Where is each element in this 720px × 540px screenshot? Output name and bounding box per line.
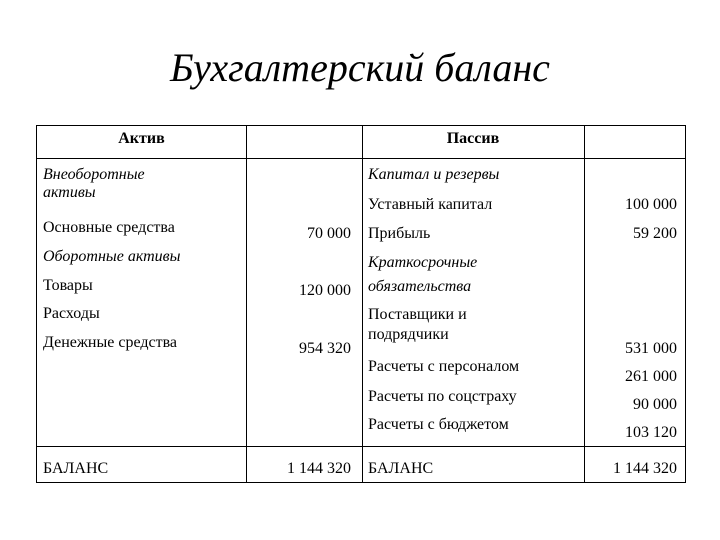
header-aktiv: Актив <box>118 130 165 147</box>
liab-profit: Прибыль <box>368 225 431 242</box>
column-divider <box>362 126 363 482</box>
asset-fixed: Основные средства <box>43 219 175 236</box>
assets-total-label: БАЛАНС <box>43 460 109 477</box>
page-title: Бухгалтерский баланс <box>170 45 550 90</box>
asset-cash: Денежные средства <box>43 334 178 351</box>
liab-total-value: 1 144 320 <box>613 460 677 477</box>
liab-profit-value: 59 200 <box>633 225 677 242</box>
column-divider <box>584 126 585 482</box>
assets-total-value: 1 144 320 <box>287 460 351 477</box>
asset-cash-value: 954 320 <box>299 340 351 357</box>
liab-share-capital: Уставный капитал <box>368 196 493 213</box>
liab-suppliers-value: 531 000 <box>625 340 677 357</box>
liab-short-term-line2: обязательства <box>368 278 472 295</box>
column-divider <box>246 126 247 482</box>
liab-social: Расчеты по соцстраху <box>368 388 517 405</box>
liab-staff-value: 261 000 <box>625 368 677 385</box>
liab-social-value: 90 000 <box>633 396 677 413</box>
asset-current: Оборотные активы <box>43 248 181 265</box>
liab-staff: Расчеты с персоналом <box>368 358 520 375</box>
header-passiv: Пассив <box>446 130 500 147</box>
liab-budget: Расчеты с бюджетом <box>368 416 509 433</box>
balance-sheet-table <box>36 125 686 483</box>
asset-goods-value: 120 000 <box>299 282 351 299</box>
asset-goods: Товары <box>43 277 93 294</box>
asset-noncurrent-line2: активы <box>43 184 96 201</box>
liab-total-label: БАЛАНС <box>368 460 434 477</box>
liab-short-term-line1: Краткосрочные <box>368 254 478 271</box>
liab-share-capital-value: 100 000 <box>625 196 677 213</box>
liab-budget-value: 103 120 <box>625 424 677 441</box>
liab-suppliers-line1: Поставщики и <box>368 306 467 323</box>
header-divider <box>37 158 685 159</box>
asset-expenses: Расходы <box>43 305 100 322</box>
totals-divider <box>37 446 685 447</box>
asset-fixed-value: 70 000 <box>307 225 351 242</box>
liab-suppliers-line2: подрядчики <box>368 326 449 343</box>
asset-noncurrent-line1: Внеоборотные <box>43 166 145 183</box>
liab-capital: Капитал и резервы <box>368 166 500 183</box>
